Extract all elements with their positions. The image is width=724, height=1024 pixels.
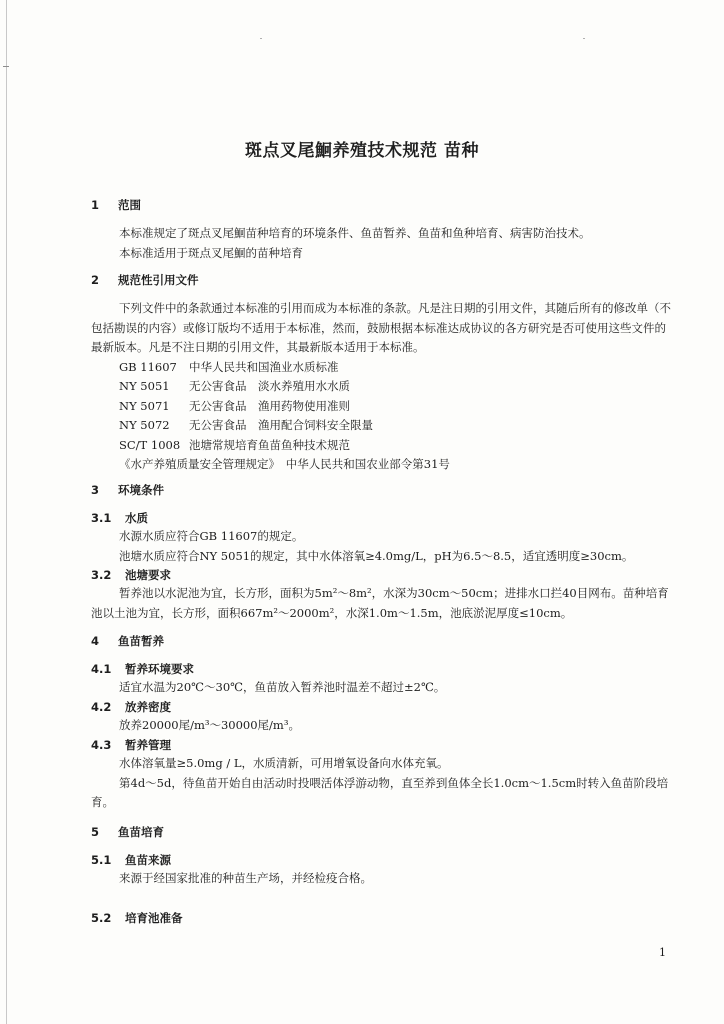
paragraph: 来源于经国家批准的种苗生产场，并经检疫合格。 bbox=[119, 871, 372, 885]
section-heading bbox=[91, 481, 671, 499]
reference-code: GB 11607 bbox=[119, 359, 177, 374]
subsection-number: 4.1 bbox=[91, 662, 112, 676]
references-body bbox=[91, 299, 671, 475]
subsection-number: 5.1 bbox=[91, 853, 112, 867]
paragraph: 适宜水温为20℃～30℃，鱼苗放入暂养池时温差不超过±2℃。 bbox=[119, 680, 446, 694]
section-number: 5 bbox=[91, 825, 100, 839]
subsection-heading bbox=[91, 698, 671, 716]
section-title: 环境条件 bbox=[118, 483, 164, 497]
subsection-title: 放养密度 bbox=[125, 700, 171, 714]
reference-title: 无公害食品 渔用药物使用准则 bbox=[189, 398, 350, 413]
subsection-heading bbox=[91, 909, 671, 927]
subsection-heading bbox=[91, 660, 671, 678]
reference-code: NY 5071 bbox=[119, 398, 170, 413]
paragraph: 放养20000尾/m³～30000尾/m³。 bbox=[119, 718, 300, 732]
reference-item bbox=[91, 397, 671, 417]
subsection-title: 培育池准备 bbox=[125, 911, 183, 925]
subsection-holding-management bbox=[91, 736, 671, 813]
paragraph: 水体溶氧量≥5.0mg / L，水质清新，可用增氧设备向水体充氧。 bbox=[119, 756, 449, 770]
subsection-heading bbox=[91, 851, 671, 869]
section-heading bbox=[91, 823, 671, 841]
scan-edge-mark bbox=[3, 66, 9, 67]
subsection-holding-environment bbox=[91, 660, 671, 698]
subsection-title: 暂养管理 bbox=[125, 738, 171, 752]
reference-item bbox=[91, 377, 671, 397]
section-environment bbox=[91, 481, 671, 499]
section-title: 鱼苗培育 bbox=[118, 825, 164, 839]
subsection-water-quality bbox=[91, 509, 671, 566]
subsection-number: 5.2 bbox=[91, 911, 112, 925]
scope-paragraphs bbox=[91, 224, 671, 263]
section-title: 鱼苗暂养 bbox=[118, 634, 164, 648]
section-heading bbox=[91, 632, 671, 650]
section-title: 范围 bbox=[118, 198, 141, 212]
paragraph: 本标准规定了斑点叉尾鮰苗种培育的环境条件、鱼苗暂养、鱼苗和鱼种培育、病害防治技术。 bbox=[119, 226, 591, 240]
document-title: 斑点叉尾鮰养殖技术规范 苗种 bbox=[245, 141, 479, 161]
reference-title: 中华人民共和国渔业水质标准 bbox=[189, 359, 339, 374]
section-number: 3 bbox=[91, 483, 100, 497]
section-heading bbox=[91, 271, 671, 289]
reference-item bbox=[91, 416, 671, 436]
section-number: 2 bbox=[91, 273, 100, 287]
reference-title: 无公害食品 淡水养殖用水水质 bbox=[189, 379, 350, 393]
section-title: 规范性引用文件 bbox=[118, 273, 199, 287]
scan-speck bbox=[260, 38, 262, 39]
subsection-title: 池塘要求 bbox=[125, 568, 171, 582]
section-number: 4 bbox=[91, 634, 100, 648]
section-normative-references bbox=[91, 271, 671, 289]
paragraph: 水源水质应符合GB 11607的规定。 bbox=[119, 529, 304, 543]
section-scope bbox=[91, 196, 671, 214]
reference-item bbox=[91, 358, 671, 378]
reference-code: NY 5051 bbox=[119, 379, 170, 393]
subsection-fry-source bbox=[91, 851, 671, 889]
reference-code: SC/T 1008 bbox=[119, 437, 181, 452]
paragraph: 池塘水质应符合NY 5051的规定，其中水体溶氧≥4.0mg/L，pH为6.5～8.5，适宜透明度≥30cm。 bbox=[119, 548, 634, 563]
subsection-number: 3.1 bbox=[91, 511, 112, 525]
subsection-title: 暂养环境要求 bbox=[125, 662, 194, 676]
subsection-number: 4.2 bbox=[91, 700, 112, 714]
subsection-heading bbox=[91, 736, 671, 754]
paragraph: 第4d～5d，待鱼苗开始自由活动时投喂活体浮游动物，直至养到鱼体全长1.0cm～1.5cm时转入鱼苗阶段培育。 bbox=[91, 775, 669, 809]
page-number: 1 bbox=[659, 946, 666, 959]
scan-speck bbox=[583, 38, 585, 39]
reference-title: 无公害食品 渔用配合饲料安全限量 bbox=[189, 418, 373, 432]
paragraph: 暂养池以水泥池为宜，长方形，面积为5m²～8m²，水深为30cm～50cm；进排水口拦40目网布。苗种培育池以土池为宜，长方形，面积667m²～2000m²，水深1.0m～1.5m，池底淤泥厚度≤10cm。 bbox=[91, 586, 669, 620]
subsection-title: 鱼苗来源 bbox=[125, 853, 171, 867]
reference-title: 池塘常规培育鱼苗鱼种技术规范 bbox=[189, 437, 350, 452]
subsection-number: 4.3 bbox=[91, 738, 112, 752]
subsection-title: 水质 bbox=[125, 511, 148, 525]
section-number: 1 bbox=[91, 198, 100, 212]
subsection-number: 3.2 bbox=[91, 568, 112, 582]
subsection-pond-requirements bbox=[91, 566, 671, 623]
subsection-pond-preparation bbox=[91, 909, 671, 927]
reference-code: NY 5072 bbox=[119, 418, 170, 432]
reference-item bbox=[91, 436, 671, 456]
paragraph: 本标准适用于斑点叉尾鮰的苗种培育 bbox=[119, 245, 303, 260]
subsection-heading bbox=[91, 509, 671, 527]
section-fry-rearing bbox=[91, 823, 671, 841]
reference-regulation: 《水产养殖质量安全管理规定》 中华人民共和国农业部令第31号 bbox=[119, 457, 450, 471]
paragraph: 下列文件中的条款通过本标准的引用而成为本标准的条款。凡是注日期的引用文件，其随后所有的修改单（不包括勘误的内容）或修订版均不适用于本标准，然而，鼓励根据本标准达成协议的各方研究是否可使用这些文件的最新版本。凡是不注日期的引用文件，其最新版本适用于本标准。 bbox=[91, 301, 671, 354]
subsection-heading bbox=[91, 566, 671, 584]
section-fry-holding bbox=[91, 632, 671, 650]
section-heading bbox=[91, 196, 671, 214]
subsection-stocking-density bbox=[91, 698, 671, 736]
